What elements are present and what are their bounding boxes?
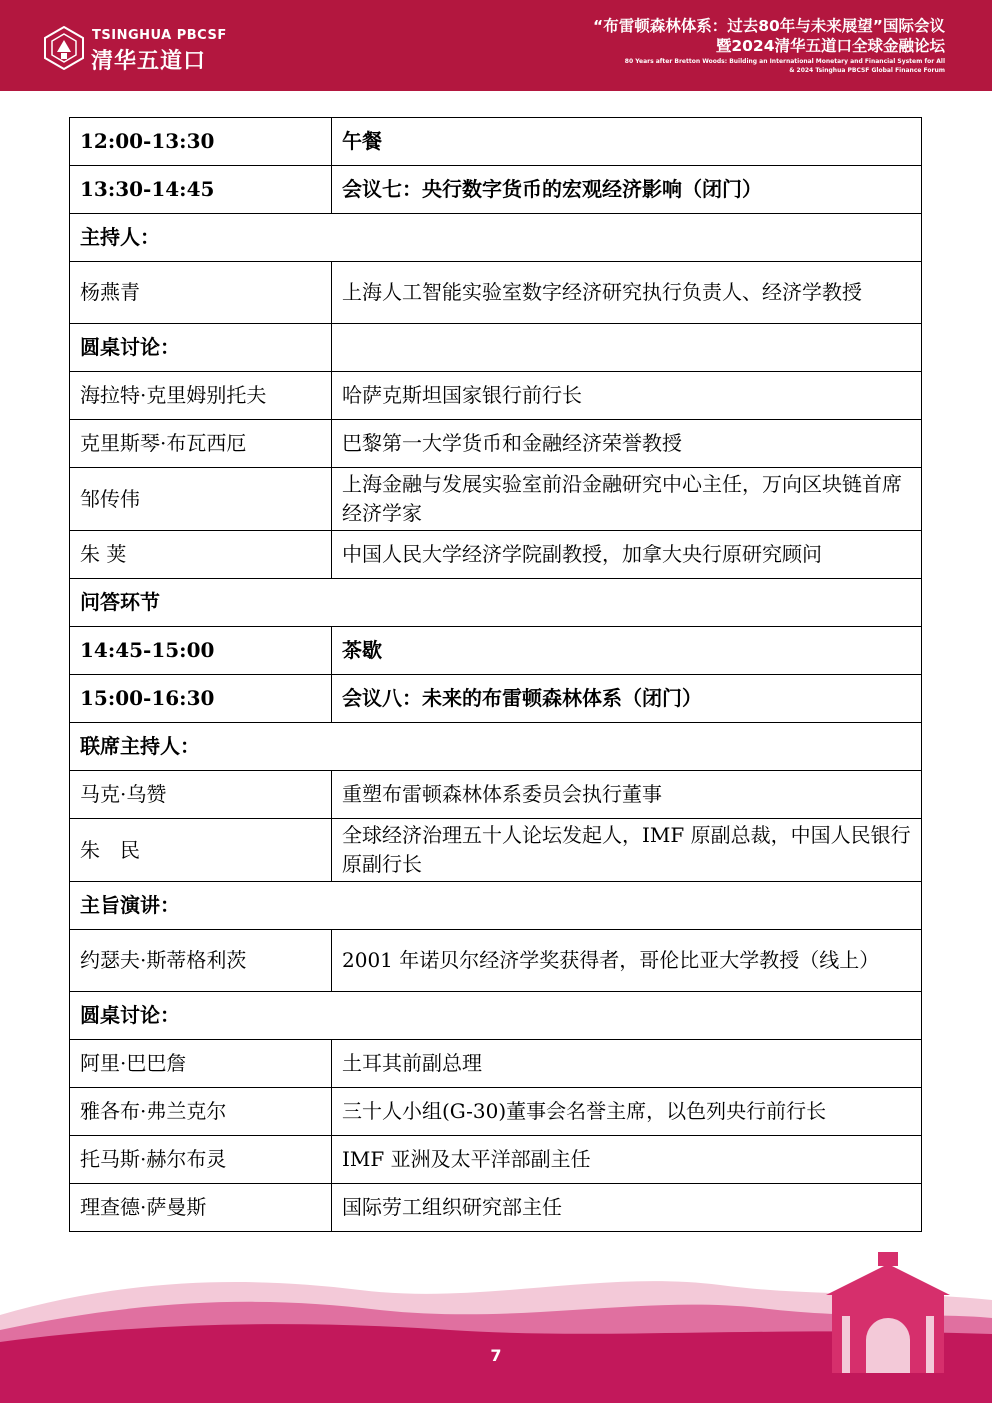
agenda-detail: 巴黎第一大学货币和金融经济荣誉教授 [332, 420, 922, 468]
agenda-time-or-name: 15:00-16:30 [70, 675, 332, 723]
agenda-row [70, 262, 922, 324]
agenda-row [70, 1136, 922, 1184]
agenda-row [70, 723, 922, 771]
agenda-row [70, 1184, 922, 1232]
agenda-detail: 午餐 [332, 118, 922, 166]
agenda-time-or-name: 约瑟夫·斯蒂格利茨 [70, 930, 332, 992]
agenda-detail: 中国人民大学经济学院副教授，加拿大央行原研究顾问 [332, 531, 922, 579]
agenda-detail: 哈萨克斯坦国家银行前行长 [332, 372, 922, 420]
agenda-time-or-name: 雅各布·弗兰克尔 [70, 1088, 332, 1136]
agenda-detail: 三十人小组(G-30)董事会名誉主席，以色列央行前行长 [332, 1088, 922, 1136]
agenda-row [70, 420, 922, 468]
agenda-time-or-name: 邹传伟 [70, 468, 332, 531]
section-label: 主旨演讲： [70, 882, 922, 930]
agenda-row [70, 930, 922, 992]
agenda-time-or-name: 14:45-15:00 [70, 627, 332, 675]
agenda-row [70, 214, 922, 262]
agenda-row [70, 166, 922, 214]
agenda-detail [332, 324, 922, 372]
agenda-detail: 上海金融与发展实验室前沿金融研究中心主任，万向区块链首席经济学家 [332, 468, 922, 531]
agenda-row [70, 324, 922, 372]
conference-title-cn-line2: 暨2024清华五道口全球金融论坛 [715, 37, 945, 55]
brand-name-en: TSINGHUA PBCSF [92, 28, 227, 43]
page-header [0, 0, 992, 91]
agenda-detail: 国际劳工组织研究部主任 [332, 1184, 922, 1232]
section-label: 联席主持人： [70, 723, 922, 771]
agenda-time-or-name: 阿里·巴巴詹 [70, 1040, 332, 1088]
agenda-time-or-name: 托马斯·赫尔布灵 [70, 1136, 332, 1184]
conference-title-en-line2: & 2024 Tsinghua PBCSF Global Finance Forum [789, 67, 945, 74]
agenda-table [69, 117, 922, 1232]
brand-name-cn: 清华五道口 [91, 49, 207, 74]
agenda-time-or-name: 圆桌讨论： [70, 324, 332, 372]
section-label: 问答环节 [70, 579, 922, 627]
agenda-detail: 会议七：央行数字货币的宏观经济影响（闭门） [332, 166, 922, 214]
agenda-row [70, 118, 922, 166]
agenda-time-or-name: 海拉特·克里姆别托夫 [70, 372, 332, 420]
agenda-detail: 上海人工智能实验室数字经济研究执行负责人、经济学教授 [332, 262, 922, 324]
agenda-detail: 会议八：未来的布雷顿森林体系（闭门） [332, 675, 922, 723]
section-label: 圆桌讨论： [70, 992, 922, 1040]
agenda-row [70, 992, 922, 1040]
agenda-row [70, 675, 922, 723]
agenda-row [70, 372, 922, 420]
page-number: 7 [490, 1346, 502, 1365]
agenda-row [70, 468, 922, 531]
agenda-time-or-name: 杨燕青 [70, 262, 332, 324]
footer-decoration [0, 1230, 992, 1403]
agenda-time-or-name: 朱 荚 [70, 531, 332, 579]
agenda-detail: 土耳其前副总理 [332, 1040, 922, 1088]
agenda-time-or-name: 马克·乌赞 [70, 771, 332, 819]
agenda-row [70, 819, 922, 882]
section-label: 主持人： [70, 214, 922, 262]
agenda-detail: 重塑布雷顿森林体系委员会执行董事 [332, 771, 922, 819]
conference-title-en-line1: 80 Years after Bretton Woods: Building an International Monetary and Financial System for All [624, 58, 945, 65]
agenda-row [70, 771, 922, 819]
agenda-time-or-name: 理查德·萨曼斯 [70, 1184, 332, 1232]
agenda-time-or-name: 克里斯琴·布瓦西厄 [70, 420, 332, 468]
agenda-detail: 2001 年诺贝尔经济学奖获得者，哥伦比亚大学教授（线上） [332, 930, 922, 992]
agenda-row [70, 1088, 922, 1136]
agenda-row [70, 531, 922, 579]
agenda-detail: 茶歇 [332, 627, 922, 675]
pbcsf-logo-icon [44, 26, 84, 70]
agenda-row [70, 1040, 922, 1088]
agenda-detail: 全球经济治理五十人论坛发起人，IMF 原副总裁，中国人民银行原副行长 [332, 819, 922, 882]
agenda-row [70, 579, 922, 627]
agenda-detail: IMF 亚洲及太平洋部副主任 [332, 1136, 922, 1184]
agenda-time-or-name: 13:30-14:45 [70, 166, 332, 214]
agenda-row [70, 882, 922, 930]
agenda-time-or-name: 12:00-13:30 [70, 118, 332, 166]
agenda-time-or-name: 朱 民 [70, 819, 332, 882]
agenda-row [70, 627, 922, 675]
conference-title-cn-line1: “布雷顿森林体系：过去80年与未来展望”国际会议 [593, 17, 945, 35]
